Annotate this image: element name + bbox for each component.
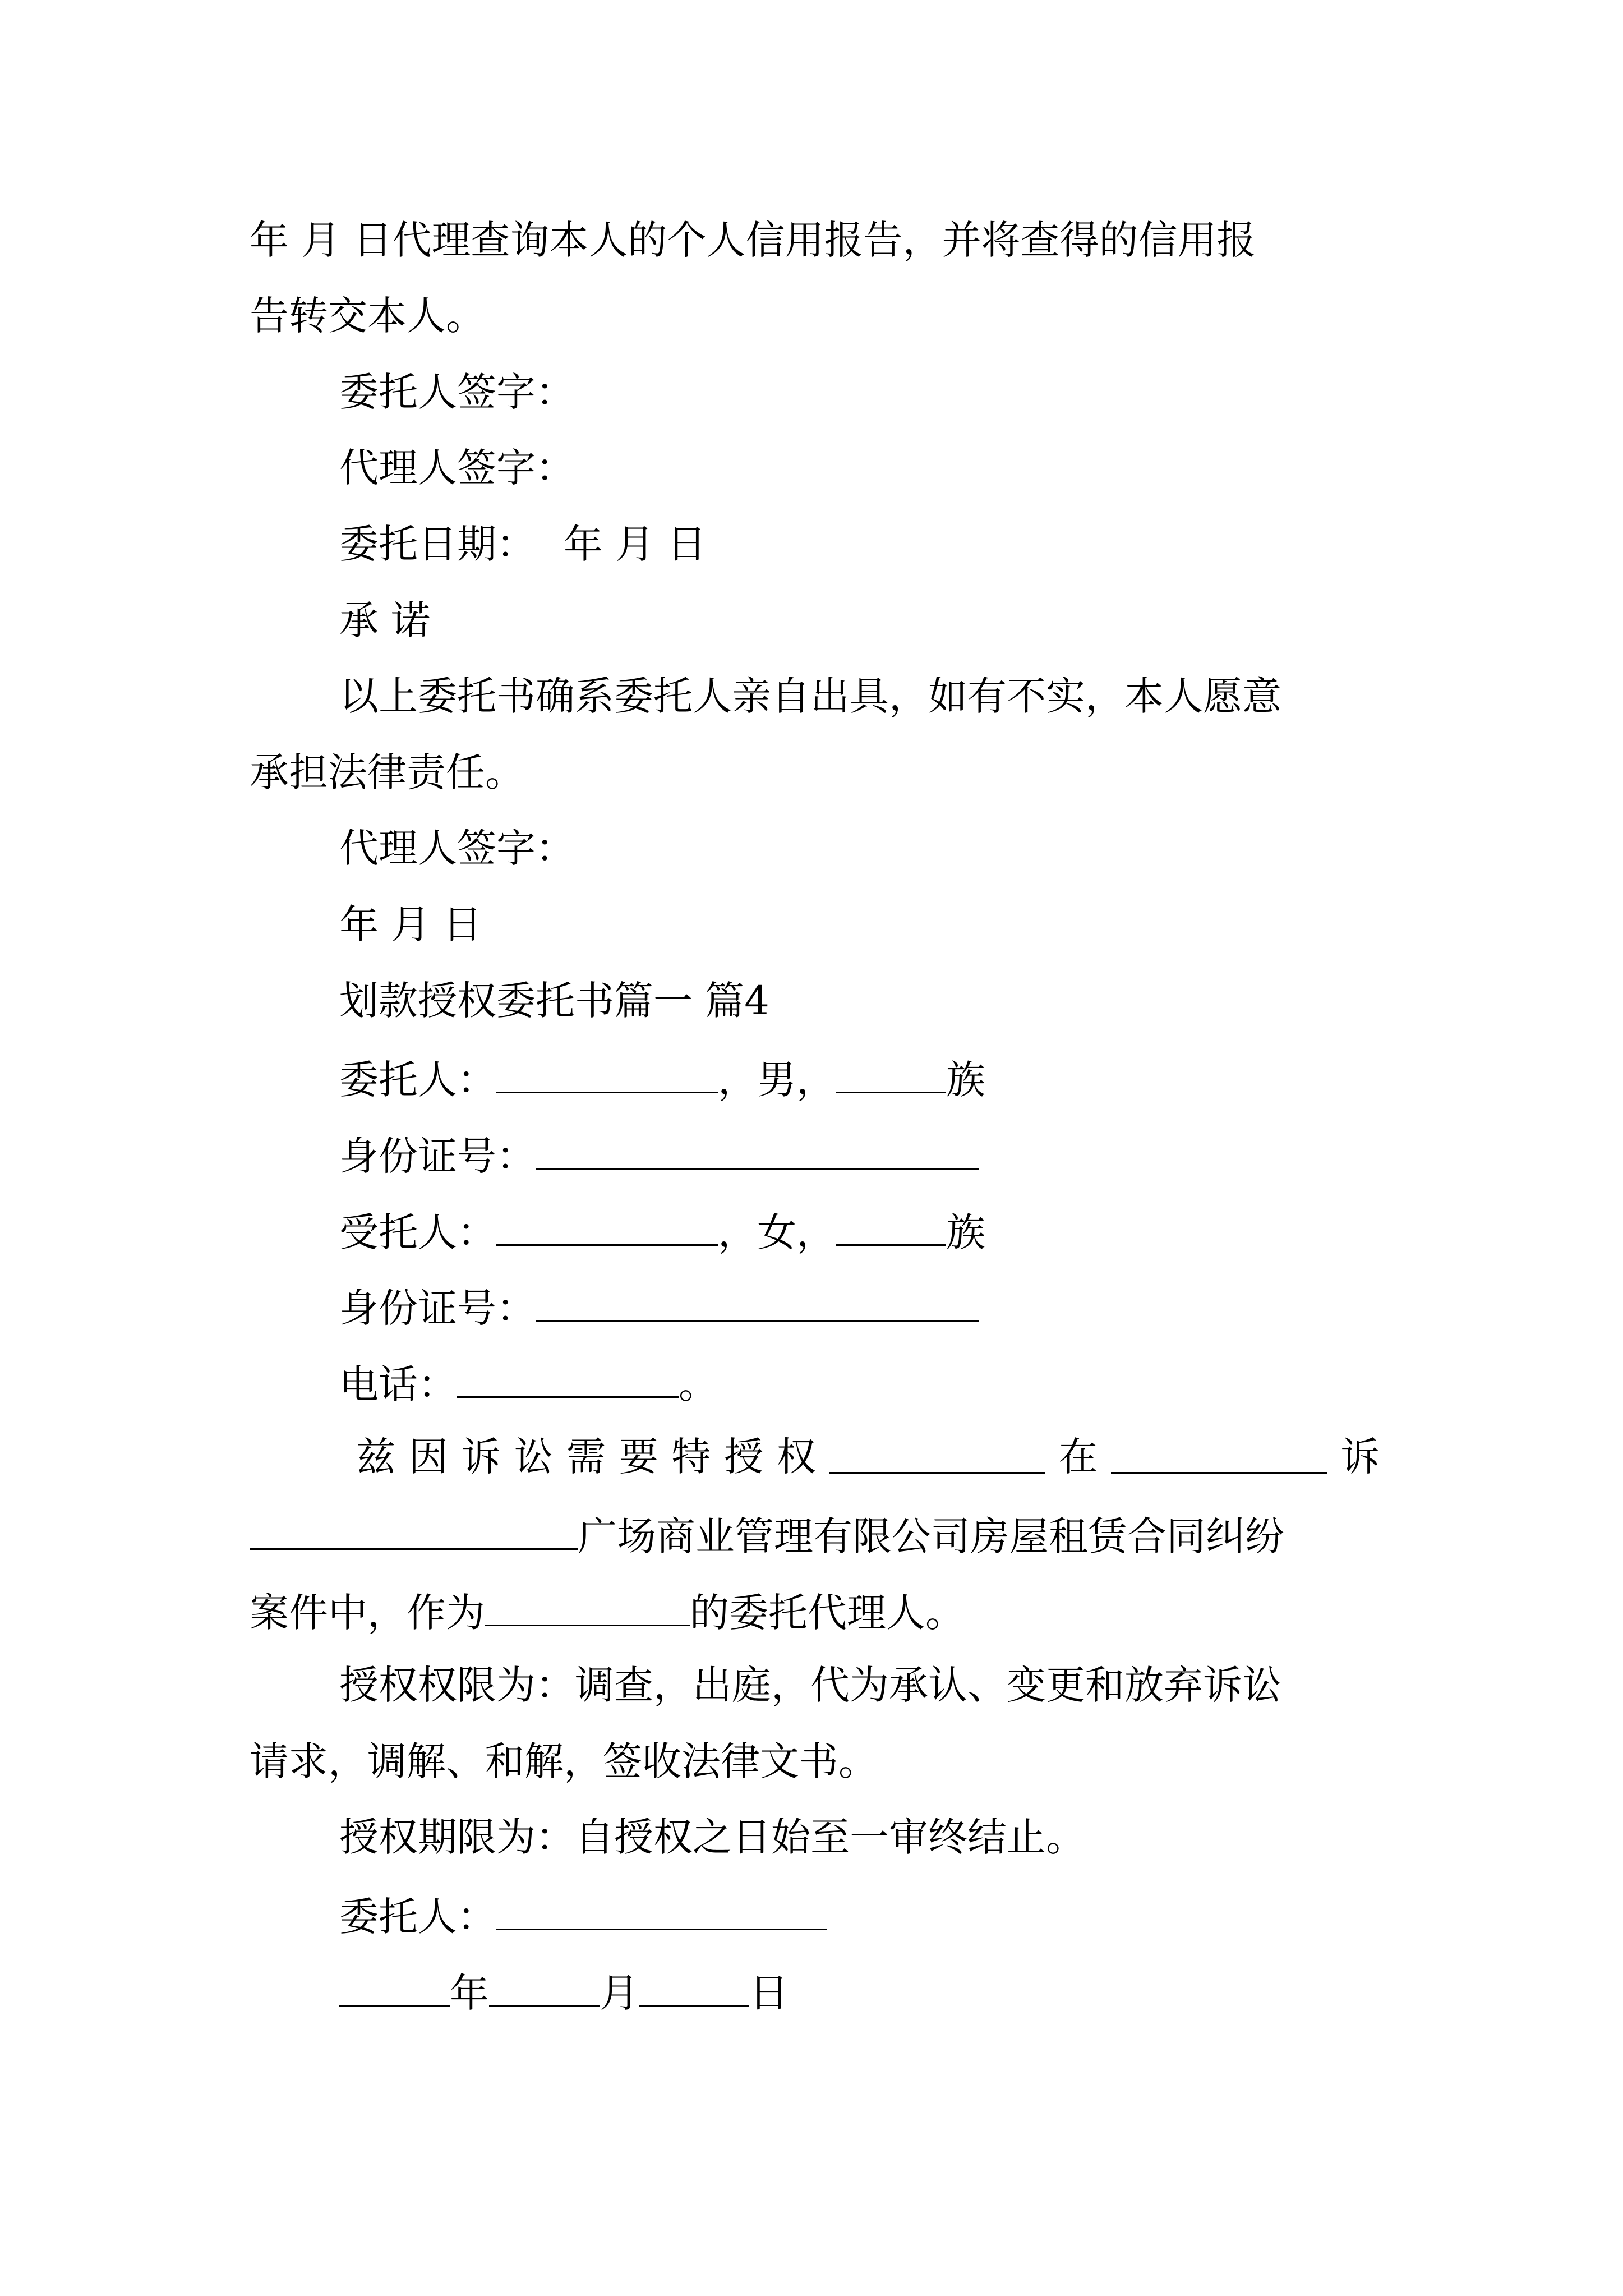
text-char: 兹	[356, 1434, 395, 1480]
principal-id-line	[0, 1133, 1623, 1179]
trustee-line	[0, 1209, 1623, 1255]
id-blank	[536, 1133, 979, 1170]
date-fill-line	[0, 1970, 1623, 2016]
principal-signature-line	[0, 1894, 1623, 1940]
year-blank	[339, 1970, 450, 2007]
trustee-id-line	[0, 1285, 1623, 1331]
paragraph-line: 告转交本人。	[250, 293, 485, 339]
id-blank	[536, 1285, 979, 1322]
trustee-label: 受托人：	[339, 1209, 496, 1255]
ethnicity-blank	[836, 1057, 946, 1093]
entrust-date-label: 委托日期：	[339, 521, 536, 567]
phone-line	[0, 1361, 1623, 1407]
paragraph-line: 承担法律责任。	[250, 749, 524, 795]
id-label: 身份证号：	[339, 1285, 536, 1331]
paragraph-line: 授权期限为：自授权之日始至一审终结止。	[339, 1814, 1085, 1860]
principal-label: 委托人：	[339, 1894, 496, 1940]
day-label: 日	[749, 1970, 789, 2016]
authorization-line	[0, 1513, 1623, 1559]
promise-heading: 承 诺	[339, 597, 431, 643]
principal-label: 委托人：	[339, 1057, 496, 1103]
day-blank	[639, 1970, 749, 2007]
gender-text: ，男，	[718, 1057, 836, 1103]
principal-signature-label: 委托人签字：	[339, 369, 575, 415]
month-label: 月	[600, 1970, 639, 2016]
text-char: 因	[408, 1434, 448, 1480]
text-char: 诉	[1340, 1434, 1380, 1480]
agent-signature-label: 代理人签字：	[339, 825, 575, 871]
month-blank	[489, 1970, 600, 2007]
court-blank	[1111, 1437, 1327, 1474]
text-char: 授	[724, 1434, 764, 1480]
text-char: 特	[671, 1434, 711, 1480]
paragraph-line: 年 月 日代理查询本人的个人信用报告，并将查得的信用报	[250, 217, 1256, 263]
text-char: 诉	[461, 1434, 501, 1480]
entrust-date-line	[0, 521, 1623, 567]
phone-end: 。	[679, 1361, 718, 1407]
agent-signature-label: 代理人签字：	[339, 445, 575, 491]
phone-blank	[457, 1361, 679, 1398]
date-line: 年 月 日	[339, 901, 482, 947]
name-blank	[496, 1057, 718, 1093]
principal-line	[0, 1057, 1623, 1103]
authorized-person-blank	[829, 1437, 1045, 1474]
year-label: 年	[450, 1970, 489, 2016]
authorization-line	[0, 1590, 1623, 1636]
name-blank	[496, 1209, 718, 1246]
authorization-line	[0, 1434, 1380, 1480]
id-label: 身份证号：	[339, 1133, 536, 1179]
ethnicity-suffix: 族	[946, 1057, 985, 1103]
entrust-date-value: 年 月 日	[564, 521, 707, 567]
section-title: 划款授权委托书篇一 篇4	[339, 978, 769, 1024]
party-blank	[250, 1513, 578, 1550]
gender-text: ，女，	[718, 1209, 836, 1255]
paragraph-line: 以上委托书确系委托人亲自出具，如有不实，本人愿意	[339, 673, 1281, 719]
phone-label: 电话：	[339, 1361, 457, 1407]
text-char: 讼	[514, 1434, 554, 1480]
paragraph-line: 授权权限为：调查，出庭，代为承认、变更和放弃诉讼	[339, 1662, 1281, 1708]
ethnicity-suffix: 族	[946, 1209, 985, 1255]
case-text: 广场商业管理有限公司房屋租赁合同纠纷	[578, 1513, 1284, 1559]
signature-blank	[496, 1894, 827, 1930]
paragraph-line: 请求，调解、和解，签收法律文书。	[250, 1738, 878, 1784]
text-char: 需	[566, 1434, 606, 1480]
text-char: 在	[1058, 1434, 1098, 1480]
ethnicity-blank	[836, 1209, 946, 1246]
case-text: 的委托代理人。	[690, 1590, 965, 1636]
text-char: 权	[777, 1434, 816, 1480]
case-text: 案件中，作为	[250, 1590, 485, 1636]
text-char: 要	[619, 1434, 658, 1480]
represented-party-blank	[485, 1590, 690, 1626]
